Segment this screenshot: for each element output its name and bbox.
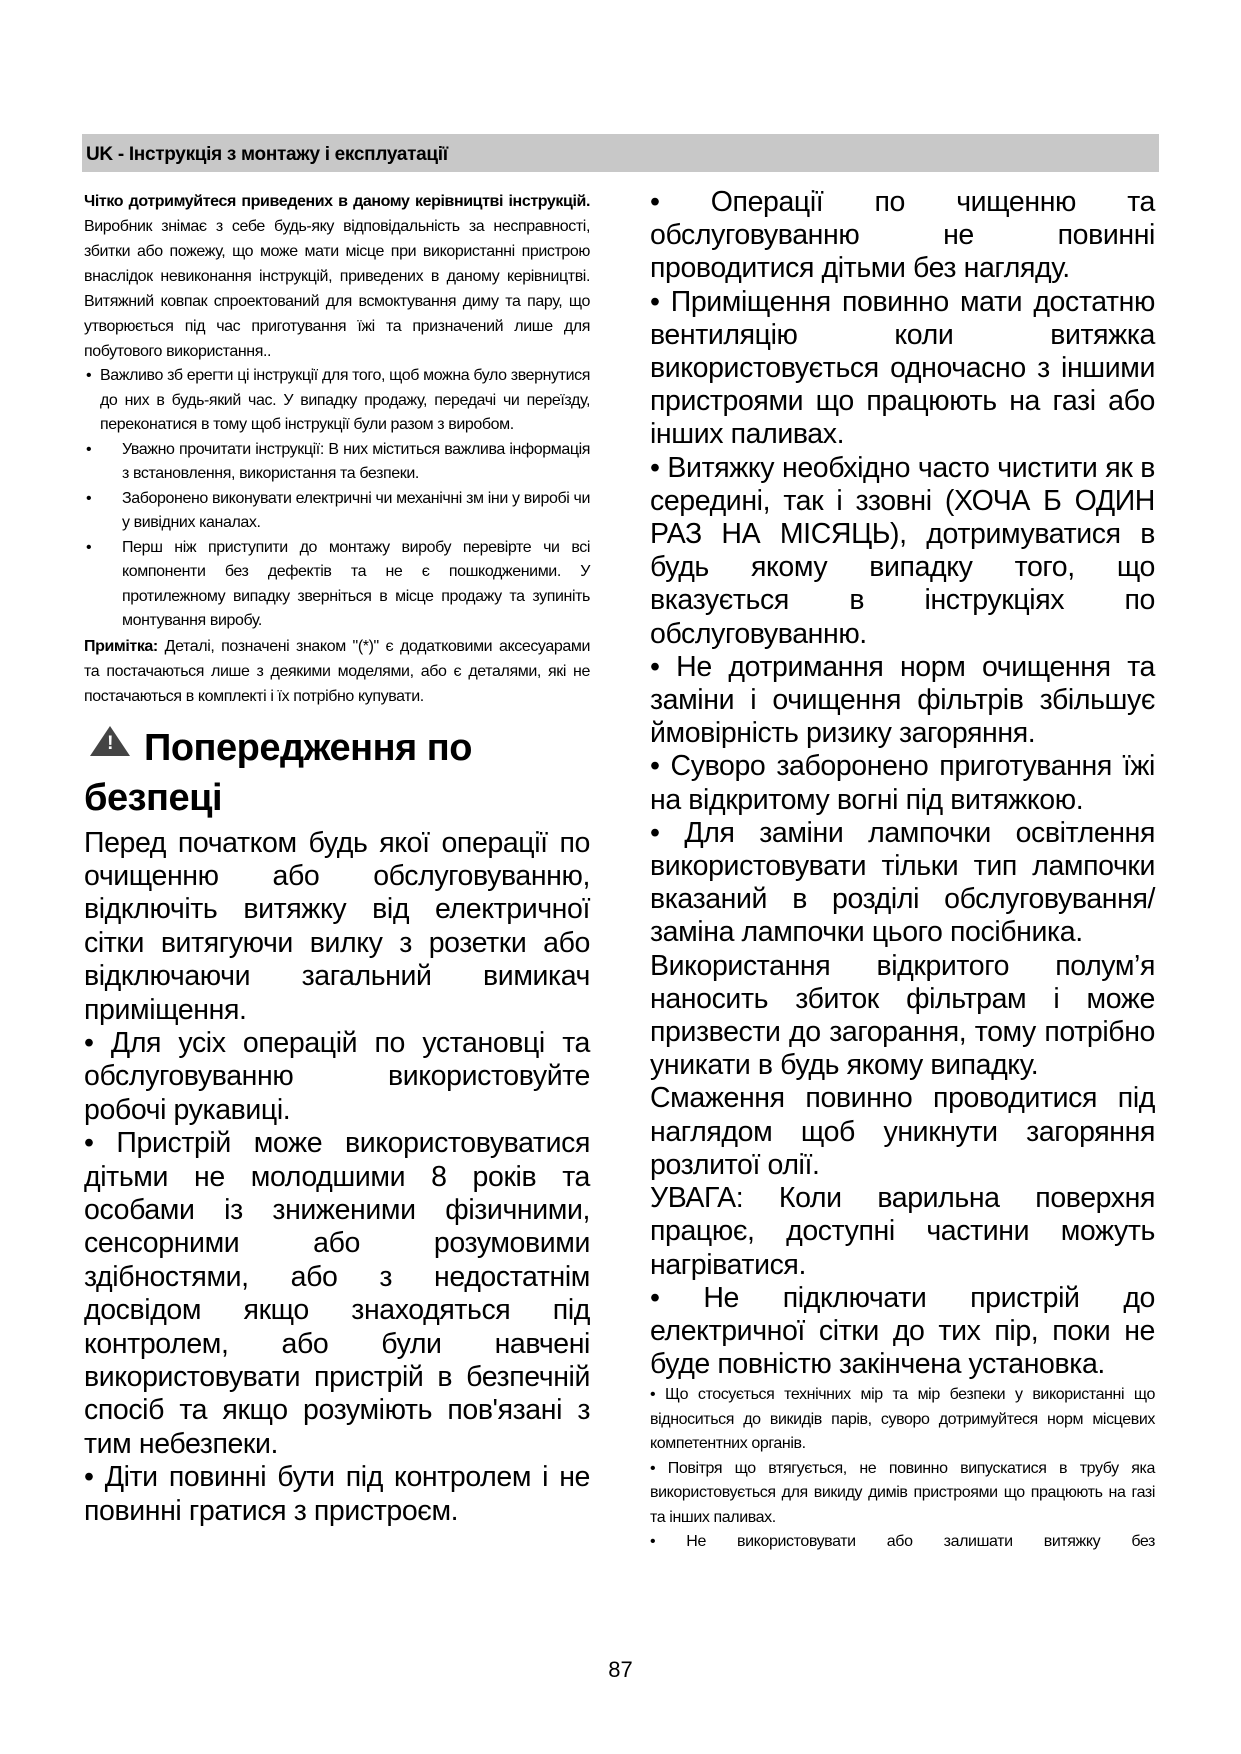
safety-paragraph: • Витяжку необхідно часто чистити як в середині, так і ззовні (ХОЧА Б ОДИН РАЗ НА МІСЯЦЬ), дотримуватися в будь якому випадку того, що вказується в інструкціях по обслуговуванню.: [650, 451, 1155, 650]
safety-paragraph: • Пристрій може використовуватися дітьми не молодшими 8 років та особами із зниженими фізичними, сенсорними або розумовими здібностями, або з недостатнім досвідом якщо знаходяться під контролем, або були навчені використовувати пристрій в безпечній спосіб та якщо розуміють пов'язані з тим небезпеки.: [84, 1127, 590, 1460]
safety-paragraph: • Що стосується технічних мір та мір безпеки у використанні що відноситься до викидів парів, суворо дотримуйтеся норм місцевих компетентних органів.: [650, 1386, 1155, 1453]
warning-triangle-icon: !: [90, 726, 130, 756]
instructions-list: [84, 364, 590, 634]
right-column: [650, 186, 1155, 1555]
safety-paragraph: • Для усіх операцій по установці та обслуговуванню використовуйте робочі рукавиці.: [84, 1026, 590, 1126]
safety-paragraph: Смаження повинно проводитися під наглядом щоб уникнути загоряння розлитої олії.: [650, 1082, 1155, 1181]
intro-text: Виробник знімає з себе будь-яку відповідальність за несправності, збитки або пожежу, що може мати місце при використанні пристрою внаслідок невиконання інструкцій, приведених в даному керівництві. Витяжний ковпак спроектований для всмоктування диму та пару, що утворюється під час приготування їжі та призначений лише для побутового використання..: [84, 218, 590, 360]
safety-paragraph: Перед початком будь якої операції по очищенню або обслуговуванню, відключіть витяжку від електричної сітки витягуючи вилку з розетки або відключаючи загальний вимикач приміщення.: [84, 826, 590, 1026]
list-item: • Перш ніж приступити до монтажу виробу перевірте чи всі компоненти без дефектів та не є пошкодженими. У протилежному випадку зверніться в місце продажу та зупиніть монтування виробу.: [86, 538, 590, 629]
list-item: • Уважно прочитати інструкції: В них міститься важлива інформація з встановлення, використання та безпеки.: [86, 440, 590, 482]
page-header-title: UK - Інструкція з монтажу і експлуатації: [86, 144, 448, 165]
note-label: Примітка:: [84, 637, 158, 655]
intro-paragraph: [84, 189, 590, 364]
safety-paragraph: УВАГА: Коли варильна поверхня працює, доступні частини можуть нагріватися.: [650, 1182, 1155, 1281]
safety-paragraph: • Не використовувати або залишати витяжку без: [650, 1533, 1155, 1551]
safety-paragraph: • Не підключати пристрій до електричної сітки до тих пір, поки не буде повністю закінчена установка.: [650, 1281, 1155, 1381]
safety-paragraph: Використання відкритого полум’я наносить збиток фільтрам і може призвести до загорання, тому потрібно уникати в будь якому випадку.: [650, 949, 1155, 1082]
safety-paragraph: • Діти повинні бути під контролем і не повинні гратися з пристроєм.: [84, 1461, 590, 1527]
safety-paragraph: • Повітря що втягується, не повинно випускатися в трубу яка використовується для викиду димів пристроями що працюють на газі та інших паливах.: [650, 1459, 1155, 1526]
safety-paragraph: • Приміщення повинно мати достатню вентиляцію коли витяжка використовується одночасно з іншими пристроями що працюють на газі або інших паливах.: [650, 285, 1155, 451]
left-column: [84, 189, 590, 1528]
list-item: • Важливо зб ерегти ці інструкції для того, щоб можна було звернутися до них в будь-який час. У випадку продажу, передачі чи переїзду, переконатися в тому щоб інструкції були разом з виробом.: [86, 367, 590, 433]
list-item: • Заборонено виконувати електричні чи механічні зм іни у виробі чи у вивідних каналах.: [86, 489, 590, 531]
note-paragraph: [84, 634, 590, 709]
intro-bold: Чітко дотримуйтеся приведених в даному керівництві інструкцій.: [84, 193, 590, 210]
safety-paragraph: • Не дотримання норм очищення та заміни і очищення фільтрів збільшує ймовірність ризику загоряння.: [650, 650, 1155, 750]
safety-paragraph: • Суворо заборонено приготування їжі на відкритому вогні під витяжкою.: [650, 750, 1155, 816]
page-number: 87: [608, 1657, 633, 1682]
note-text: Деталі, позначені знаком "(*)" є додатковими аксесуарами та постачаються лише з деякими моделями, або є деталями, які не постачаються в комплекті і їх потрібно купувати.: [84, 637, 590, 705]
safety-heading: ! Попередження по безпеці: [84, 726, 472, 819]
safety-paragraph: • Для заміни лампочки освітлення використовувати тільки тип лампочки вказаний в розділі обслуговування/заміна лампочки цього посібника.: [650, 816, 1155, 949]
safety-paragraph: • Операції по чищенню та обслуговуванню не повинні проводитися дітьми без нагляду.: [650, 186, 1155, 285]
